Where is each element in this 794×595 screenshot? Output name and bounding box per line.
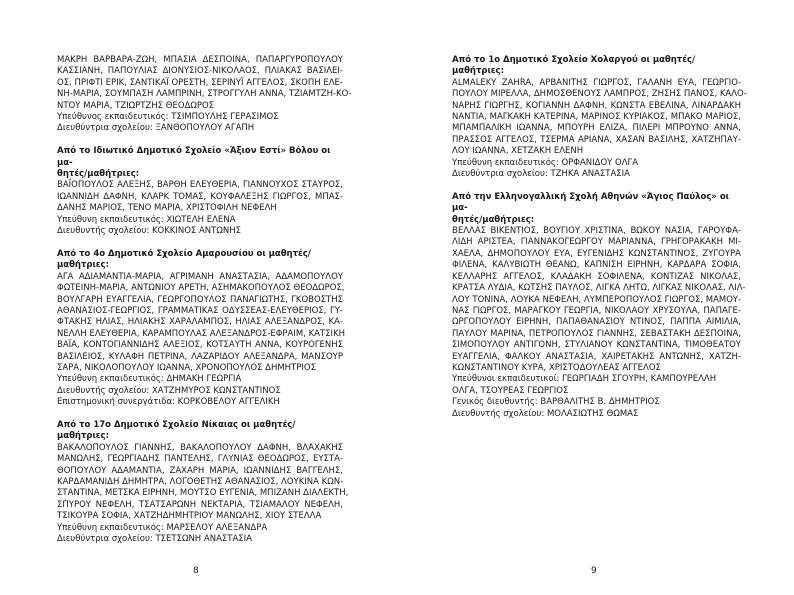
school-heading: Από το 17ο Δημοτικό Σχολείο Νίκαιας οι μαθητές/μαθήτριες: bbox=[57, 419, 296, 442]
school-heading: Από το 1ο Δημοτικό Σχολείο Χολαργού οι μαθητές/μαθήτριες: bbox=[452, 55, 696, 77]
student-names-line: ΠΑΥΛΟΥ ΜΑΡΙΝΑ, ΠΕΤΡΟΠΟΥΛΟΣ ΓΙΑΝΝΗΣ, ΣΕΒΑΣΤΑΚΗ ΔΕΣΠΟΙΝΑ, bbox=[452, 328, 741, 339]
student-names-line: ΣΑΡΑ, ΝΙΚΟΛΟΠΟΥΛΟΥ ΙΩΑΝΝΑ, ΧΡΟΝΟΠΟΥΛΟΣ ΔΗΜΗΤΡΙΟΣ bbox=[57, 362, 316, 373]
staff-credit: Διευθύντρια σχολείου: ΤΖΗΚΑ ΑΝΑΣΤΑΣΙΑ bbox=[452, 169, 631, 180]
student-names-line: ΙΩΑΝΝΙΔΗ ΔΑΦΝΗ, ΚΛΑΡΚ ΤΟΜΑΣ, ΚΟΥΦΑΛΕΞΗΣ ΓΙΩΡΓΟΣ, ΜΠΑΣ- bbox=[57, 191, 343, 202]
student-names-line: ΛΟΥ ΙΩΑΝΝΑ, ΧΕΤΖΑΚΗ ΕΛΕΝΗ bbox=[452, 146, 584, 157]
staff-credit: Υπεύθυνος εκπαιδευτικός: ΤΣΙΜΠΟΥΛΗΣ ΓΕΡΑΣΙΜΟΣ bbox=[57, 112, 279, 123]
school-heading: Από το Ιδιωτικό Δημοτικό Σχολείο «Άξιον Εστί» Βόλου οι μα- bbox=[57, 146, 331, 168]
school-entry bbox=[452, 191, 746, 420]
student-names-line: ΦΩΤΕΙΝΗ-ΜΑΡΙΑ, ΑΝΤΩΝΙΟΥ ΑΡΕΤΗ, ΑΣΗΜΑΚΟΠΟΥΛΟΣ ΘΕΟΔΩΡΟΣ, bbox=[57, 283, 345, 294]
student-names-line: ΝΗ-ΜΑΡΙΑ, ΣΟΥΜΠΑΣΗ ΛΑΜΠΡΙΝΗ, ΣΤΡΟΓΓΥΛΗ ΑΝΝΑ, ΤΖΙΑΜΤΖΗ-ΚΟ- bbox=[57, 89, 352, 100]
school-entry bbox=[57, 55, 352, 135]
student-names-line: ΑΓΑ ΑΔΙΑΜΑΝΤΙΑ-ΜΑΡΙΑ, ΑΓΡΙΜΑΝΗ ΑΝΑΣΤΑΣΙΑ, ΑΔΑΜΟΠΟΥΛΟΥ bbox=[57, 271, 343, 282]
school-heading: θητές/μαθήτριες: bbox=[452, 214, 535, 225]
right-page bbox=[397, 0, 794, 595]
student-names-line: ΠΡΑΣΣΟΣ ΑΓΓΕΛΟΣ, ΤΣΕΡΜΑ ΑΡΙΑΝΑ, ΧΑΣΑΝ ΒΑΣΙΛΗΣ, ΧΑΤΖΗΠΑΥ- bbox=[452, 134, 741, 145]
staff-credit: Επιστημονική συνεργάτιδα: ΚΟΡΚΟΒΕΛΟΥ ΑΓΓΕΛΙΚΗ bbox=[57, 397, 280, 408]
student-names-line: ΛΙΔΗ ΑΡΙΣΤΕΑ, ΓΙΑΝΝΑΚΟΓΕΩΡΓΟΥ ΜΑΡΙΑΝΝΑ, ΓΡΗΓΟΡΑΚΑΚΗ ΜΙ- bbox=[452, 237, 741, 248]
student-names-line: ΠΟΥΛΟΥ ΜΙΡΕΛΛΑ, ΔΗΜΟΣΘΕΝΟΥΣ ΛΑΜΠΡΟΣ, ΖΗΣΗΣ ΠΑΝΟΣ, ΚΑΛΟ- bbox=[452, 89, 747, 100]
page-number: 8 bbox=[193, 566, 199, 576]
student-names-line: ΒΑΪΟΠΟΥΛΟΣ ΑΛΕΞΗΣ, ΒΑΡΘΗ ΕΛΕΥΘΕΡΙΑ, ΓΙΑΝΝΟΥΧΟΣ ΣΤΑΥΡΟΣ, bbox=[57, 180, 343, 191]
staff-credit: Υπεύθυνη εκπαιδευτικός: ΜΑΡΣΕΛΟΥ ΑΛΕΞΑΝΔΡΑ bbox=[57, 522, 268, 533]
student-names-line: ΟΣ, ΠΡΙΦΤΙ ΕΡΙΚ, ΣΑΝΤΙΚΑΪ ΟΡΕΣΤΗ, ΣΕΡΙΝΥΪ ΑΓΓΕΛΟΣ, ΣΚΟΠΗ ΕΛΕ- bbox=[57, 77, 343, 88]
student-names-line: ΚΩΝΣΤΑΝΤΙΝΟΥ ΚΥΡΑ, ΧΡΙΣΤΟΔΟΥΛΕΑΣ ΑΓΓΕΛΟΣ bbox=[452, 362, 661, 373]
student-names-line: ΒΑΚΑΛΟΠΟΥΛΟΣ ΓΙΑΝΝΗΣ, ΒΑΚΑΛΟΠΟΥΛΟΥ ΔΑΦΝΗ, ΒΛΑΧΑΚΗΣ bbox=[57, 442, 343, 453]
student-names-line: ΛΟΥ ΤΟΝΙΝΑ, ΛΟΥΚΑ ΝΕΦΕΛΗ, ΛΥΜΠΕΡΟΠΟΥΛΟΣ ΓΙΩΡΓΟΣ, ΜΑΜΟΥ- bbox=[452, 294, 742, 305]
staff-credit: Διευθύντρια σχολείου: ΤΣΕΤΣΩΝΗ ΑΝΑΣΤΑΣΙΑ bbox=[57, 534, 252, 545]
student-list bbox=[57, 442, 349, 523]
left-page-content bbox=[57, 55, 352, 557]
school-heading: Από την Ελληνογαλλική Σχολή Αθηνών «Άγιος Παύλος» οι μα- bbox=[452, 191, 729, 214]
student-names-line: ΜΑΚΡΗ ΒΑΡΒΑΡΑ-ΖΩΗ, ΜΠΑΣΙΑ ΔΕΣΠΟΙΝΑ, ΠΑΠΑΡΓΥΡΟΠΟΥΛΟΥ bbox=[57, 55, 343, 65]
school-entry bbox=[57, 419, 349, 545]
staff-credit: ΟΛΓΑ, ΤΣΟΥΡΕΑΣ ΓΕΩΡΓΙΟΣ bbox=[452, 385, 569, 396]
student-names-line: ΒΑΪΑ, ΚΟΝΤΟΓΙΑΝΝΙΔΗΣ ΑΛΕΞΙΟΣ, ΚΟΤΣΑΥΤΗ ΑΝΝΑ, ΚΟΥΡΟΓΕΝΗΣ bbox=[57, 340, 343, 351]
student-names-line: ΚΑΡΔΑΜΑΝΙΔΗ ΔΗΜΗΤΡΑ, ΛΟΓΟΘΕΤΗΣ ΑΘΑΝΑΣΙΟΣ, ΛΟΥΚΙΝΑ ΚΩΝ- bbox=[57, 476, 344, 487]
school-heading: θητές/μαθήτριες: bbox=[57, 169, 140, 180]
student-names-line: ΚΑΣΣΙΑΝΗ, ΠΑΠΟΥΛΙΑΣ ΔΙΟΝΥΣΙΟΣ-ΝΙΚΟΛΑΟΣ, ΠΛΙΑΚΑΣ ΒΑΣΙΛΕΙ- bbox=[57, 66, 343, 77]
student-names-line: ΜΑΝΩΛΗΣ, ΓΕΩΡΓΙΑΔΗΣ ΠΑΝΤΕΛΗΣ, ΓΛΥΝΙΑΣ ΘΕΟΔΩΡΟΣ, ΕΥΣΤΑ- bbox=[57, 454, 343, 465]
student-names-line: ΔΑΝΗΣ ΜΑΡΙΟΣ, ΤΕΝΟ ΜΑΡΙΑ, ΧΡΙΣΤΟΦΙΛΗ ΝΕΦΕΛΗ bbox=[57, 203, 277, 214]
staff-credit: Υπεύθυνη εκπαιδευτικός: ΟΡΦΑΝΙΔΟΥ ΟΛΓΑ bbox=[452, 157, 639, 168]
staff-credit: Υπεύθυνη εκπαιδευτικός: ΧΙΩΤΕΛΗ ΕΛΕΝΑ bbox=[57, 214, 236, 225]
student-names-line: ΒΟΥΛΓΑΡΗ ΕΥΑΓΓΕΛΙΑ, ΓΕΩΡΓΟΠΟΥΛΟΣ ΠΑΝΑΓΙΩΤΗΣ, ΓΚΟΒΟΣΤΗΣ bbox=[57, 294, 343, 305]
staff-credit: Υπεύθυνοι εκπαιδευτικοί: ΓΕΩΡΓΙΑΔΗ ΣΓΟΥΡΗ, ΚΑΜΠΟΥΡΕΛΛΗ bbox=[452, 374, 717, 385]
right-page-content bbox=[452, 55, 747, 431]
student-names-line: ΒΕΛΛΑΣ ΒΙΚΕΝΤΙΟΣ, ΒΟΥΓΙΟΥ ΧΡΙΣΤΙΝΑ, ΒΩΚΟΥ ΝΑΣΙΑ, ΓΑΡΟΥΦΑ- bbox=[452, 226, 741, 237]
student-list bbox=[452, 77, 747, 158]
student-list bbox=[57, 180, 343, 214]
student-list bbox=[57, 271, 346, 375]
student-names-line: ΒΑΣΙΛΕΙΟΣ, ΚΥΛΑΦΗ ΠΕΤΡΙΝΑ, ΛΑΖΑΡΙΔΟΥ ΑΛΕΞΑΝΔΡΑ, ΜΑΝΣΟΥΡ bbox=[57, 351, 343, 362]
staff-credit: Υπεύθυνη εκπαιδευτικός: ΔΗΜΑΚΗ ΓΕΩΡΓΙΑ bbox=[57, 374, 242, 385]
student-names-line: ΝΑΝΤΙΑ, ΜΑΓΚΑΚΗ ΚΑΤΕΡΙΝΑ, ΜΑΡΙΝΟΣ ΚΥΡΙΑΚΟΣ, ΜΠΑΚΟ ΜΑΡΙΟΣ, bbox=[452, 112, 741, 123]
student-names-line: ΜΠΑΜΠΑΛΙΚΗ ΙΩΑΝΝΑ, ΜΠΟΥΡΗ ΕΛΙΖΑ, ΠΙΛΕΡΙ ΜΠΡΟΥΝΟ ΑΝΝΑ, bbox=[452, 123, 741, 134]
page-number: 9 bbox=[591, 566, 597, 576]
school-heading: Από το 4ο Δημοτικό Σχολείο Αμαρουσίου οι μαθητές/μαθήτριες: bbox=[57, 248, 311, 271]
staff-credit: Διευθυντής σχολείου: ΧΑΤΖΗΜΥΡΟΣ ΚΩΝΣΤΑΝΤΙΝΟΣ bbox=[57, 385, 281, 396]
staff-credit: Διευθυντής σχολείου: ΚΟΚΚΙΝΟΣ ΑΝΤΩΝΗΣ bbox=[57, 226, 241, 237]
student-names-line: ΑΘΑΝΑΣΙΟΣ-ΓΕΩΡΓΙΟΣ, ΓΡΑΜΜΑΤΙΚΑΣ ΟΔΥΣΣΕΑΣ-ΕΛΕΥΘΕΡΙΟΣ, ΓΥ- bbox=[57, 305, 343, 316]
student-names-line: ΚΡΑΤΣΑ ΛΥΔΙΑ, ΚΩΤΣΗΣ ΠΑΥΛΟΣ, ΛΙΓΚΑ ΛΗΤΩ, ΛΙΓΚΑΣ ΝΙΚΟΛΑΣ, ΛΙΛ- bbox=[452, 283, 746, 294]
student-names-line: ΝΑΣ ΓΙΩΡΓΟΣ, ΜΑΡΑΓΚΟΥ ΓΕΩΡΓΙΑ, ΝΙΚΟΛΑΟΥ ΧΡΥΣΟΥΛΑ, ΠΑΠΑΓΕ- bbox=[452, 305, 741, 316]
student-names-line: ΩΡΓΟΠΟΥΛΟΥ ΕΙΡΗΝΗ, ΠΑΠΑΘΑΝΑΣΙΟΥ ΝΤΙΝΟΣ, ΠΑΠΠΑ ΑΙΜΙΛΙΑ, bbox=[452, 317, 741, 328]
student-names-line: ΝΤΟΥ ΜΑΡΙΑ, ΤΖΙΩΡΤΖΗΣ ΘΕΟΔΩΡΟΣ bbox=[57, 100, 215, 111]
student-list bbox=[57, 55, 352, 112]
student-names-line: ΤΣΙΚΟΥΡΑ ΣΟΦΙΑ, ΧΑΤΖΗΔΗΜΗΤΡΙΟΥ ΜΑΝΩΛΗΣ, ΧΙΟΥ ΣΤΕΛΛΑ bbox=[57, 511, 322, 522]
staff-credit: Διευθύντρια σχολείου: ΞΑΝΘΟΠΟΥΛΟΥ ΑΓΑΠΗ bbox=[57, 123, 255, 134]
staff-credit: Γενικός διευθυντής: ΒΑΡΘΑΛΙΤΗΣ Β. ΔΗΜΗΤΡΙΟΣ bbox=[452, 397, 660, 408]
student-names-line: ΦΤΑΚΗΣ ΗΛΙΑΣ, ΗΛΙΑΚΗΣ ΧΑΡΑΛΑΜΠΟΣ, ΗΛΙΑΣ ΑΛΕΞΑΝΔΡΟΣ, ΚΑ- bbox=[57, 317, 343, 328]
school-entry bbox=[452, 55, 747, 180]
school-entry bbox=[57, 248, 346, 409]
staff-credit: Διευθυντής σχολείου: ΜΟΛΑΣΙΩΤΗΣ ΘΩΜΑΣ bbox=[452, 408, 639, 419]
student-names-line: ΦΙΛΕΝΑ, ΚΑΛΥΒΙΩΤΗ ΘΕΑΝΩ, ΚΑΠΝΙΣΗ ΕΙΡΗΝΗ, ΚΑΡΔΑΡΑ ΣΟΦΙΑ, bbox=[452, 260, 741, 271]
student-names-line: ΣΠΥΡΟΥ ΝΕΦΕΛΗ, ΤΣΑΤΣΑΡΩΝΗ ΝΕΚΤΑΡΙΑ, ΤΣΙΑΜΑΛΟΥ ΝΕΦΕΛΗ, bbox=[57, 499, 343, 510]
student-names-line: ALMALEKY ZAHRA, ΑΡΒΑΝΙΤΗΣ ΓΙΩΡΓΟΣ, ΓΑΛΑΝΗ ΕΥΑ, ΓΕΩΡΓΙΟ- bbox=[452, 77, 741, 88]
student-names-line: ΕΥΑΓΓΕΛΙΑ, ΦΑΛΚΟΥ ΑΝΑΣΤΑΣΙΑ, ΧΑΙΡΕΤΑΚΗΣ ΑΝΤΩΝΗΣ, ΧΑΤΖΗ- bbox=[452, 351, 741, 362]
student-names-line: ΧΑΕΛΑ, ΔΗΜΟΠΟΥΛΟΥ ΕΥΑ, ΕΥΓΕΝΙΔΗΣ ΚΩΝΣΤΑΝΤΙΝΟΣ, ΖΥΓΟΥΡΑ bbox=[452, 248, 741, 259]
school-entry bbox=[57, 146, 343, 237]
student-names-line: ΝΕΛΛΗ ΕΛΕΥΘΕΡΙΑ, ΚΑΡΑΜΠΟΥΛΑΣ ΑΛΕΞΑΝΔΡΟΣ-ΕΦΡΑΙΜ, ΚΑΤΣΙΚΗ bbox=[57, 328, 346, 339]
student-names-line: ΣΤΑΝΤΙΝΑ, ΜΕΤΣΚΑ ΕΙΡΗΝΗ, ΜΟΥΤΣΟ ΕΥΓΕΝΙΑ, ΜΠΙΖΑΝΗ ΔΙΑΛΕΚΤΗ, bbox=[57, 488, 349, 499]
student-names-line: ΚΕΛΛΑΡΗΣ ΑΓΓΕΛΟΣ, ΚΛΑΔΑΚΗ ΣΟΦΙΛΕΝΑ, ΚΟΝΤΙΖΑΣ ΝΙΚΟΛΑΣ, bbox=[452, 271, 741, 282]
student-names-line: ΣΙΜΟΠΟΥΛΟΥ ΑΝΤΙΓΟΝΗ, ΣΤΥΛΙΑΝΟΥ ΚΩΝΣΤΑΝΤΙΝΑ, ΤΙΜΟΘΕΑΤΟΥ bbox=[452, 340, 741, 351]
student-names-line: ΘΟΠΟΥΛΟΥ ΑΔΑΜΑΝΤΙΑ, ΖΑΧΑΡΗ ΜΑΡΙΑ, ΙΩΑΝΝΙΔΗΣ ΒΑΓΓΕΛΗΣ, bbox=[57, 465, 343, 476]
student-list bbox=[452, 226, 746, 374]
student-names-line: ΝΑΡΗΣ ΓΙΩΡΓΗΣ, ΚΟΓΙΑΝΝΗ ΔΑΦΝΗ, ΚΩΝΣΤΑ ΕΒΕΛΙΝΑ, ΛΙΝΑΡΔΑΚΗ bbox=[452, 100, 741, 111]
